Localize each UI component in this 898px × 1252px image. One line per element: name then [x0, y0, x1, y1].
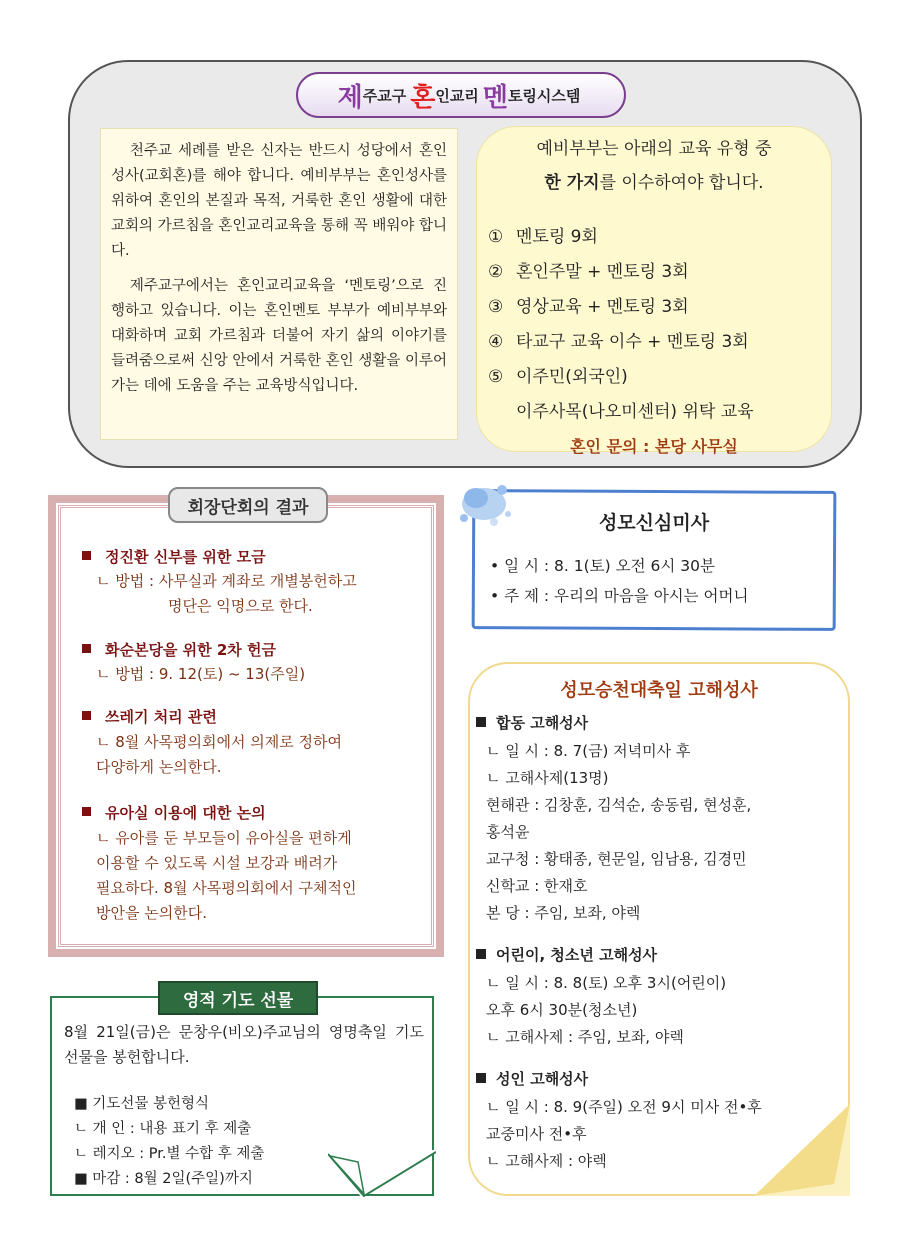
title-part-1: 주교구	[362, 86, 407, 105]
bullet-square-icon	[476, 1073, 486, 1083]
education-option-4	[488, 327, 749, 352]
marian-mass-theme: • 주 제 : 우리의 마음을 아시는 어머니	[490, 587, 749, 605]
option-text: 혼인주말 + 멘토링 3회	[516, 262, 689, 282]
bullet-square-icon	[476, 949, 486, 959]
confession-section-2-head	[476, 944, 657, 965]
intro-paragraph-1: 천주교 세례를 받은 신자는 반드시 성당에서 혼인성사(교회혼)를 해야 합니다. 예비부부는 혼인성사를 위하여 혼인의 본질과 목적, 거룩한 혼인 생활에 대한 교회의 가르침을 혼인교리교육을 통해 꼭 배워야 합니다.	[111, 143, 447, 259]
option-text: 멘토링 9회	[516, 227, 598, 247]
confession-section-2-line: ㄴ 고해사제 : 주임, 보좌, 야렉	[486, 1028, 684, 1046]
bullet-square-icon	[82, 807, 91, 816]
marriage-contact: 혼인 문의 : 본당 사무실	[570, 437, 738, 456]
confession-section-2-line: ㄴ 일 시 : 8. 8(토) 오후 3시(어린이)	[486, 974, 727, 992]
confession-section-1-line: 본 당 : 주임, 보좌, 야렉	[486, 904, 641, 922]
mentoring-title	[296, 72, 626, 118]
option-number: ④	[488, 332, 504, 352]
education-heading-rest: 를 이수하여야 합니다.	[599, 173, 764, 193]
meeting-item-4-line-1: ㄴ 유아를 둔 부모들이 유아실을 편하게	[96, 829, 352, 847]
confession-section-1-line: 교구청 : 황태종, 현문일, 임남용, 김경민	[486, 850, 747, 868]
title-char-2: 혼	[410, 82, 436, 113]
marian-mass-date: • 일 시 : 8. 1(토) 오전 6시 30분	[490, 557, 715, 575]
meeting-item-4-line-4: 방안을 논의한다.	[96, 904, 207, 922]
education-option-5	[488, 362, 628, 387]
education-option-5-detail: 이주사목(나오미센터) 위탁 교육	[516, 402, 754, 422]
confession-section-3-line: 교중미사 전•후	[486, 1125, 587, 1143]
option-number: ⑤	[488, 367, 504, 387]
confession-section-1-line: 홍석윤	[486, 823, 530, 841]
intro-text-box	[100, 128, 458, 440]
meeting-item-head-text: 정진환 신부를 위한 모금	[105, 548, 266, 566]
option-number: ③	[488, 297, 504, 317]
intro-paragraph-2: 제주교구에서는 혼인교리교육을 ‘멘토링’으로 진행하고 있습니다. 이는 혼인멘토 부부가 예비부부와 대화하며 교회 가르침과 더불어 자기 삶의 이야기를 들려줌으로써 신앙 안에서 거룩한 혼인 생활을 이루어가는 데에 도움을 주는 교육방식입니다.	[111, 278, 447, 394]
meeting-item-3-line-2: 다양하게 논의한다.	[96, 758, 222, 776]
confession-section-head-text: 합동 고해성사	[496, 714, 589, 732]
meeting-item-1-head	[82, 546, 266, 567]
prayer-gift-description: 8월 21일(금)은 문창우(비오)주교님의 영명축일 기도선물을 봉헌합니다.	[64, 1023, 424, 1066]
confession-section-head-text: 어린이, 청소년 고해성사	[496, 946, 658, 964]
meeting-item-1-line-2: 명단은 익명으로 한다.	[168, 597, 313, 615]
meeting-item-4-line-3: 필요하다. 8월 사목평의회에서 구체적인	[96, 879, 357, 897]
meeting-item-2-head	[82, 639, 276, 660]
option-number: ①	[488, 227, 504, 247]
education-option-1	[488, 222, 598, 247]
confession-section-1-line: ㄴ 일 시 : 8. 7(금) 저녁미사 후	[486, 742, 691, 760]
confession-section-1-line: ㄴ 고해사제(13명)	[486, 769, 609, 787]
meeting-item-head-text: 화순본당을 위한 2차 헌금	[105, 641, 277, 659]
title-part-2: 인교리	[435, 86, 479, 105]
prayer-gift-line: ㄴ 개 인 : 내용 표기 후 제출	[74, 1121, 252, 1137]
meeting-item-head-text: 쓰레기 처리 관련	[105, 708, 217, 726]
confession-section-3-line: ㄴ 고해사제 : 야렉	[486, 1152, 607, 1170]
option-number: ②	[488, 262, 504, 282]
meeting-results-title: 회장단회의 결과	[168, 487, 328, 523]
meeting-item-1-line-1: ㄴ 방법 : 사무실과 계좌로 개별봉헌하고	[96, 572, 357, 590]
meeting-item-3-line-1: ㄴ 8월 사목평의회에서 의제로 정하여	[96, 733, 342, 751]
bullet-square-icon	[82, 644, 91, 653]
confession-section-head-text: 성인 고해성사	[496, 1070, 589, 1088]
education-heading-line1: 예비부부는 아래의 교육 유형 중	[536, 139, 772, 159]
meeting-item-3-head	[82, 706, 217, 727]
confession-section-3-line: ㄴ 일 시 : 8. 9(주일) 오전 9시 미사 전•후	[486, 1098, 762, 1116]
education-heading-bold: 한 가지	[544, 173, 600, 193]
prayer-gift-title: 영적 기도 선물	[158, 981, 318, 1015]
marian-mass-title: 성모신심미사	[598, 512, 710, 534]
prayer-gift-line: ■ 기도선물 봉헌형식	[74, 1096, 209, 1112]
education-option-2	[488, 257, 689, 282]
confession-section-2-line: 오후 6시 30분(청소년)	[486, 1001, 638, 1019]
page-fold-icon	[328, 1150, 436, 1200]
confession-section-1-line: 신학교 : 한재호	[486, 877, 588, 895]
confession-section-1-head	[476, 712, 588, 733]
meeting-item-4-head	[82, 802, 266, 823]
option-text: 영상교육 + 멘토링 3회	[516, 297, 689, 317]
title-char-1: 제	[337, 82, 363, 113]
title-part-3: 토링시스템	[507, 86, 581, 105]
option-text: 이주민(외국인)	[516, 367, 628, 387]
title-char-3: 멘	[482, 82, 508, 113]
meeting-item-4-line-2: 이용할 수 있도록 시설 보강과 배려가	[96, 854, 338, 872]
meeting-item-2-line-1: ㄴ 방법 : 9. 12(토) ~ 13(주일)	[96, 665, 306, 683]
page-fold-icon	[754, 1104, 850, 1196]
bullet-square-icon	[82, 551, 91, 560]
option-text: 타교구 교육 이수 + 멘토링 3회	[516, 332, 749, 352]
bullet-square-icon	[82, 711, 91, 720]
confession-section-3-head	[476, 1068, 588, 1089]
education-heading-line2	[476, 168, 832, 193]
prayer-gift-line: ■ 마감 : 8월 2일(주일)까지	[74, 1171, 253, 1187]
confession-title: 성모승천대축일 고해성사	[560, 680, 758, 701]
bullet-square-icon	[476, 717, 486, 727]
meeting-item-head-text: 유아실 이용에 대한 논의	[105, 804, 266, 822]
confession-section-1-line: 현해관 : 김창훈, 김석순, 송동림, 현성훈,	[486, 796, 752, 814]
education-option-3	[488, 292, 689, 317]
prayer-gift-line: ㄴ 레지오 : Pr.별 수합 후 제출	[74, 1146, 265, 1162]
